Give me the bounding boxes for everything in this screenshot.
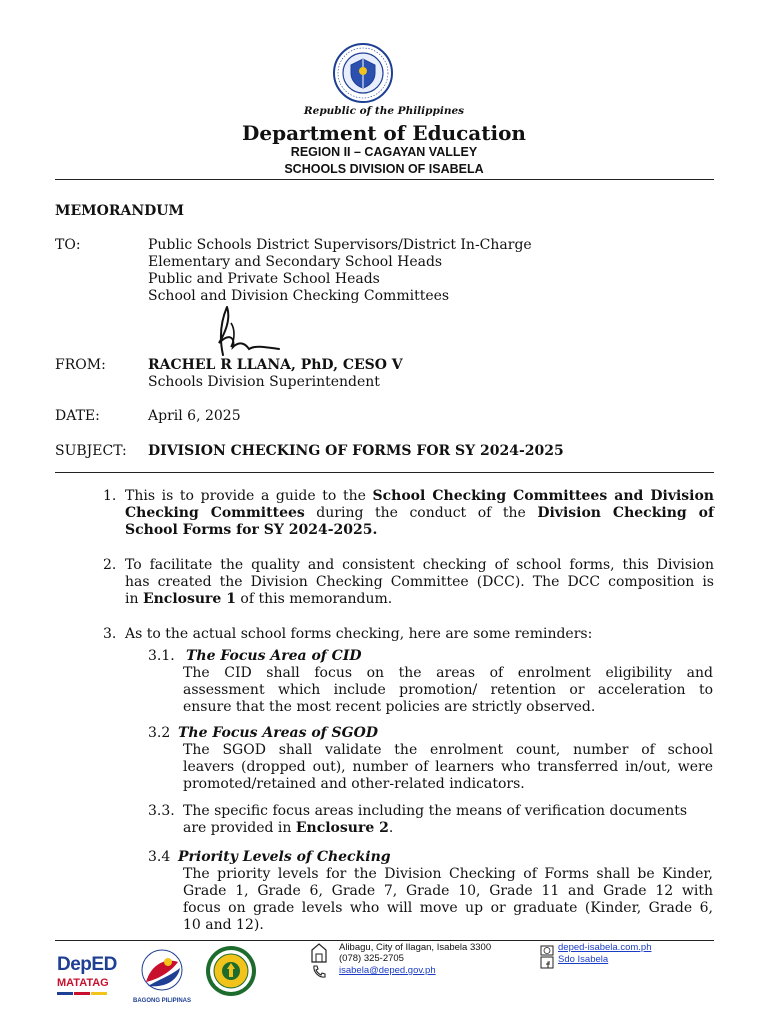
s32-line: promoted/retained and other-related indicators. — [183, 776, 525, 792]
facebook-icon — [540, 954, 554, 967]
s31-number: 3.1. — [148, 648, 175, 664]
s34-line: The priority levels for the Division Checking of Forms shall be Kinder, — [183, 866, 713, 882]
division-line: SCHOOLS DIVISION OF ISABELA — [284, 162, 484, 176]
p2-text: of this memorandum. — [235, 591, 393, 607]
s34-title: Priority Levels of Checking — [178, 849, 391, 865]
footer-facebook-link[interactable]: Sdo Isabela — [558, 954, 609, 965]
p1-text: This is to provide a guide to the — [125, 488, 373, 504]
to-line: Elementary and Secondary School Heads — [148, 254, 443, 270]
s34-number: 3.4 — [148, 849, 171, 865]
division-seal-icon — [205, 945, 257, 997]
s33-text: . — [388, 820, 394, 836]
s31-line: The CID shall focus on the areas of enrolment eligibility and — [183, 665, 713, 681]
p1-text: during the conduct of the — [304, 505, 538, 521]
republic-line: Republic of the Philippines — [303, 105, 465, 117]
p2-text: in — [125, 591, 143, 607]
p1-bold: School Checking Committees and Division — [372, 488, 714, 504]
p3-number: 3. — [103, 626, 117, 642]
date-value: April 6, 2025 — [148, 408, 241, 424]
p1-bold: Division Checking of — [537, 505, 715, 521]
subject-divider — [55, 472, 714, 473]
to-recipients — [148, 237, 532, 305]
bagong-pilipinas-logo — [132, 948, 192, 1014]
s32-title: The Focus Areas of SGOD — [178, 725, 378, 741]
from-title: Schools Division Superintendent — [148, 374, 380, 390]
s33-number: 3.3. — [148, 803, 175, 819]
p2-bold: Enclosure 1 — [142, 591, 236, 607]
building-icon — [310, 942, 328, 964]
section-3-1-body — [183, 665, 713, 716]
deped-seal-icon — [333, 43, 393, 103]
memo-title: MEMORANDUM — [55, 203, 185, 219]
to-line: Public and Private School Heads — [148, 271, 380, 287]
footer-email-link[interactable]: isabela@deped.gov.ph — [339, 965, 436, 976]
p1-bold: Checking Committees — [125, 505, 305, 521]
s32-line: leavers (dropped out), number of learners who transferred in/out, were — [183, 759, 713, 775]
subject-value: DIVISION CHECKING OF FORMS FOR SY 2024-2025 — [148, 443, 564, 459]
s31-line: assessment which include promotion/ retention or acceleration to — [183, 682, 713, 698]
paragraph-1 — [125, 488, 714, 539]
phone-icon — [311, 964, 327, 978]
s33-text: are provided in — [183, 820, 296, 836]
p1-bold: School Forms for SY 2024-2025. — [125, 522, 378, 538]
paragraph-2 — [125, 557, 714, 608]
s32-number: 3.2 — [148, 725, 171, 741]
s34-line: focus on grade levels who will move up or graduate (Kinder, Grade 6, — [183, 900, 713, 916]
section-3-4-body — [183, 866, 713, 934]
bagong-pilipinas-text: BAGONG PILIPINAS — [132, 998, 191, 1004]
section-3-2-body — [183, 742, 713, 793]
footer-address: Alibagu, City of Ilagan, Isabela 3300 — [339, 942, 492, 953]
bagong-pilipinas-icon — [138, 948, 186, 994]
date-label: DATE: — [55, 408, 100, 424]
s31-title: The Focus Area of CID — [186, 648, 362, 664]
deped-logo-text: DepED — [57, 954, 117, 975]
paragraph-3: As to the actual school forms checking, here are some reminders: — [125, 626, 593, 642]
globe-icon — [540, 942, 554, 954]
s34-line: Grade 1, Grade 6, Grade 7, Grade 10, Grade 11 and Grade 12 with — [183, 883, 713, 899]
subject-label: SUBJECT: — [55, 443, 127, 459]
p1-number: 1. — [103, 488, 117, 504]
s31-line: ensure that the most recent policies are strictly observed. — [183, 699, 596, 715]
p2-line: To facilitate the quality and consistent checking of school forms, this Division — [125, 557, 714, 573]
footer-divider — [55, 940, 714, 941]
p2-line: has created the Division Checking Committee (DCC). The DCC composition is — [125, 574, 714, 590]
s33-bold: Enclosure 2 — [295, 820, 389, 836]
footer-phone: (078) 325-2705 — [339, 953, 404, 964]
to-line: Public Schools District Supervisors/District In-Charge — [148, 237, 532, 253]
section-3-3-body — [183, 803, 713, 837]
from-label: FROM: — [55, 357, 106, 373]
header-divider — [55, 179, 714, 180]
matatag-text: MATATAG — [57, 977, 109, 989]
department-title: Department of Education — [242, 121, 526, 145]
region-line: REGION II – CAGAYAN VALLEY — [290, 145, 478, 159]
p2-number: 2. — [103, 557, 117, 573]
s33-line: The specific focus areas including the means of verification documents — [183, 803, 688, 819]
from-name: RACHEL R LLANA, PhD, CESO V — [148, 357, 403, 373]
matatag-stripes — [57, 992, 123, 995]
to-line: School and Division Checking Committees — [148, 288, 450, 304]
deped-matatag-logo — [57, 954, 123, 1000]
s34-line: 10 and 12). — [183, 917, 264, 933]
to-label: TO: — [55, 237, 81, 253]
s32-line: The SGOD shall validate the enrolment count, number of school — [183, 742, 713, 758]
signature-icon — [205, 303, 285, 363]
footer-website-link[interactable]: deped-isabela.com.ph — [558, 942, 652, 953]
